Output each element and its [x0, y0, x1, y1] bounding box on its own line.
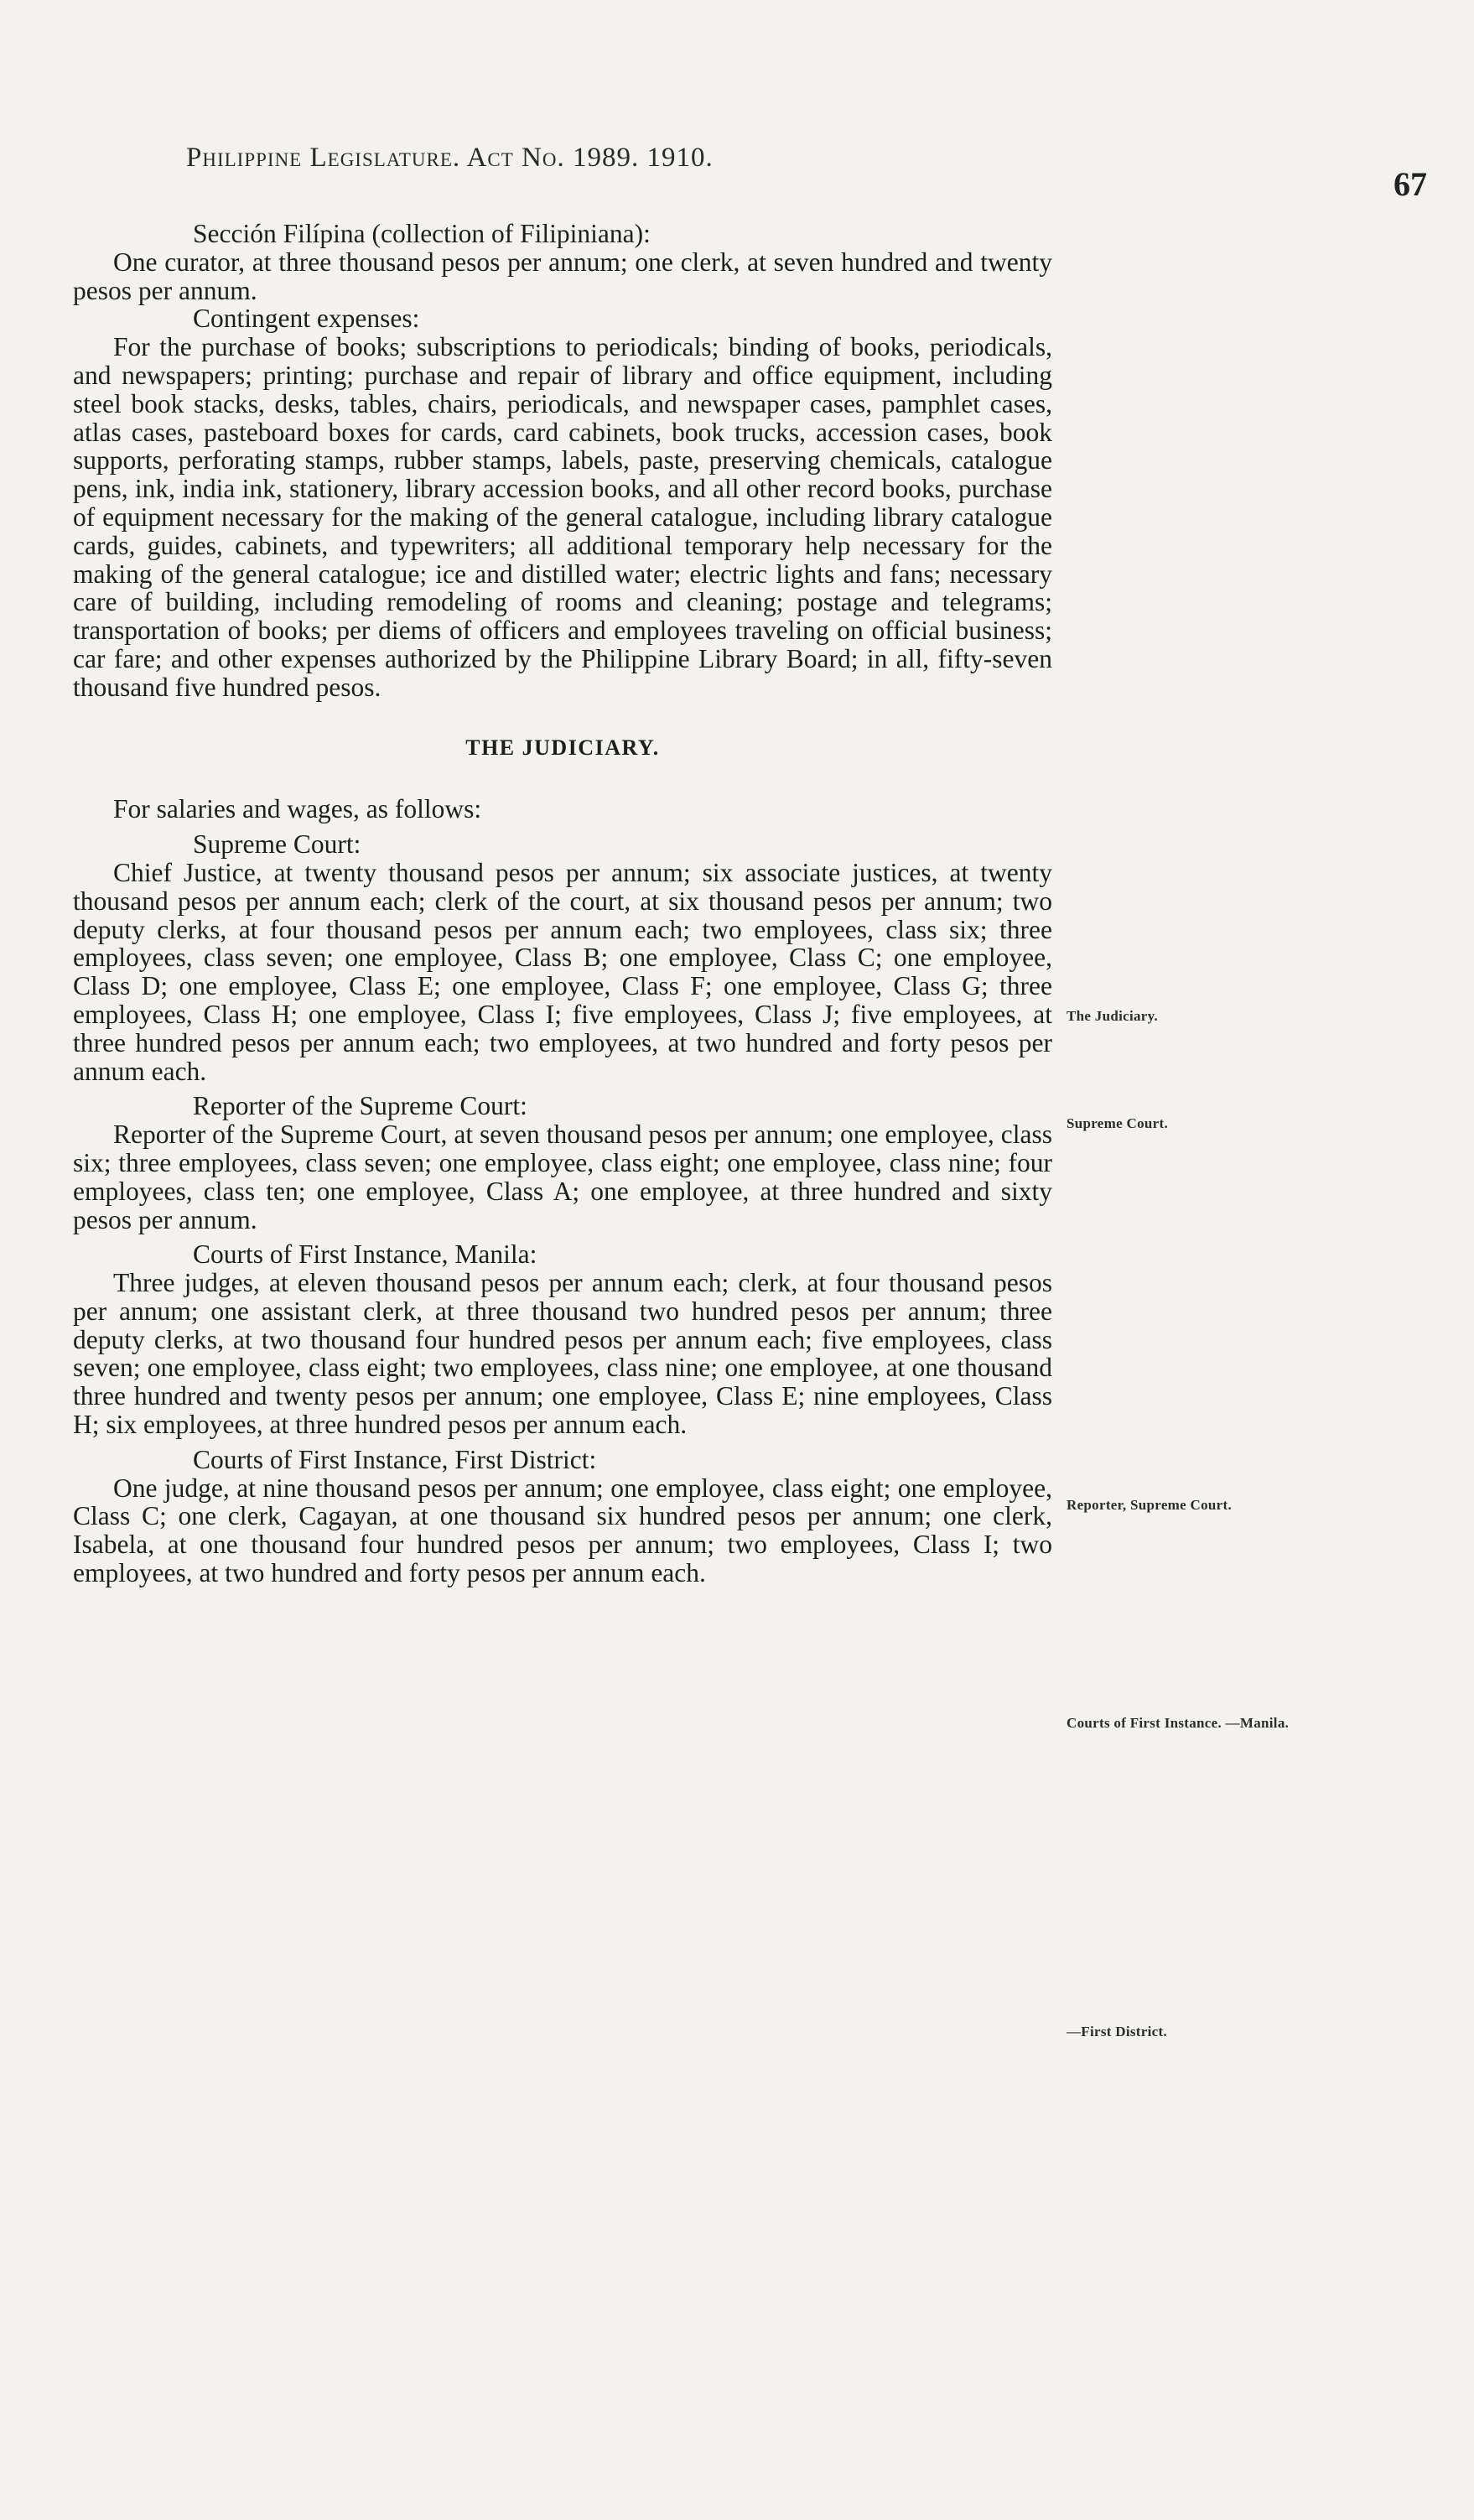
paragraph-heading: Reporter of the Supreme Court: [193, 1091, 527, 1121]
page-number: 67 [1394, 165, 1427, 203]
paragraph: For salaries and wages, as follows: [113, 794, 482, 824]
margin-note-reporter: Reporter, Supreme Court. [1067, 1497, 1233, 1513]
paragraph: For the purchase of books; subscriptions to periodicals; binding of books, periodicals, and newspapers; printing; purchase and repair of library and office equipment, including steel book stacks, desks, tables, chairs, periodicals, and newspaper cases, pamphlet cases, atlas cases, pasteboard boxes for cards, card cabinets, book trucks, accession cases, book supports, perforating stamps, rubber stamps, labels, paste, preserving chemicals, catalogue pens, ink, india ink, stationery, library accession books, and all other record books, purchase of equipment necessary for the making of the general catalogue, including library catalogue cards, guides, cabinets, and typewriters; all additional temporary help necessary for the making of the general catalogue; ice and distilled water; electric lights and fans; necessary care of building, including remodeling of rooms and cleaning; postage and telegrams; transportation of books; per diems of officers and employees traveling on official business; car fare; and other expenses authorized by the Philippine Library Board; in all, fifty-seven thousand five hundred pesos. [73, 332, 1052, 702]
paragraph-heading: Courts of First Instance, Manila: [193, 1239, 537, 1270]
body-text [73, 220, 1052, 1587]
margin-note-supreme-court: Supreme Court. [1067, 1115, 1168, 1131]
paragraph: One curator, at three thousand pesos per annum; one clerk, at seven hundred and twenty pesos per annum. [73, 247, 1052, 305]
running-head: Philippine Legislature. Act No. 1989. 1910. [186, 143, 714, 173]
paragraph-heading: Contingent expenses: [193, 304, 420, 334]
paragraph: One judge, at nine thousand pesos per annum; one employee, class eight; one employee, Class C; one clerk, Cagayan, at one thousand six hundred pesos per annum; one clerk, Isabela, at one thousand four hundred pesos per annum; two employees, Class I; two employees, at two hundred and forty pesos per annum each. [73, 1473, 1052, 1588]
section-title: THE JUDICIARY. [465, 735, 660, 760]
paragraph-heading: Supreme Court: [193, 829, 361, 860]
paragraph: Chief Justice, at twenty thousand pesos per annum; six associate justices, at twenty thousand pesos per annum each; clerk of the court, at six thousand pesos per annum; two deputy clerks, at four thousand pesos per annum each; two employees, class six; three employees, class seven; one employee, Class B; one employee, Class C; one employee, Class D; one employee, Class E; one employee, Class F; one employee, Class G; three employees, Class H; one employee, Class I; five employees, Class J; five employees, at three hundred pesos per annum each; two employees, at two hundred and forty pesos per annum each. [73, 857, 1052, 1086]
paragraph: Three judges, at eleven thousand pesos per annum each; clerk, at four thousand pesos per annum; one assistant clerk, at three thousand two hundred pesos per annum; three deputy clerks, at two thousand four hundred pesos per annum each; five employees, class seven; one employee, class eight; two employees, class nine; one employee, at one thousand three hundred and twenty pesos per annum; one employee, Class E; nine employees, Class H; six employees, at three hundred pesos per annum each. [73, 1268, 1052, 1440]
paragraph-heading: Courts of First Instance, First District: [193, 1444, 597, 1474]
paragraph-heading: Sección Filípina (collection of Filipiniana): [193, 219, 651, 248]
margin-note-first-district: —First District. [1067, 2024, 1167, 2039]
margin-note-judiciary: The Judiciary. [1067, 1008, 1159, 1024]
paragraph: Reporter of the Supreme Court, at seven thousand pesos per annum; one employee, class six; three employees, class seven; one employee, class eight; one employee, class nine; four employees, class ten; one employee, Class A; one employee, at three hundred and sixty pesos per annum. [73, 1120, 1052, 1234]
margin-note-cfi-manila: Courts of First Instance. —Manila. [1067, 1715, 1290, 1731]
